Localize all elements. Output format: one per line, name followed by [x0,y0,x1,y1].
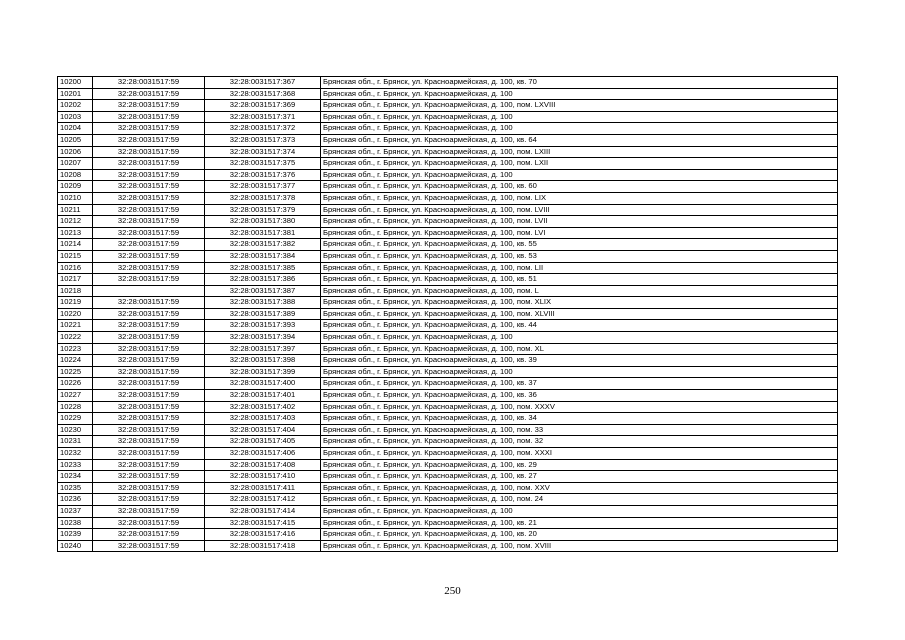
table-row [58,529,838,541]
parent-cadastral-cell: 32:28:0031517:59 [93,146,205,158]
cadastral-number-cell: 32:28:0031517:388 [205,297,321,309]
address-cell: Брянская обл., г. Брянск, ул. Красноармейская, д. 100, кв. 60 [321,181,838,193]
address-cell: Брянская обл., г. Брянск, ул. Красноармейская, д. 100, пом. XVIII [321,540,838,552]
row-number-cell: 10228 [58,401,93,413]
address-cell: Брянская обл., г. Брянск, ул. Красноармейская, д. 100, пом. XXXV [321,401,838,413]
parent-cadastral-cell: 32:28:0031517:59 [93,540,205,552]
row-number-cell: 10225 [58,366,93,378]
row-number-cell: 10205 [58,134,93,146]
table-row [58,459,838,471]
row-number-cell: 10230 [58,424,93,436]
cadastral-number-cell: 32:28:0031517:368 [205,88,321,100]
table-row [58,436,838,448]
table-row [58,111,838,123]
row-number-cell: 10235 [58,482,93,494]
address-cell: Брянская обл., г. Брянск, ул. Красноармейская, д. 100, пом. 32 [321,436,838,448]
row-number-cell: 10209 [58,181,93,193]
cadastral-number-cell: 32:28:0031517:377 [205,181,321,193]
cadastral-number-cell: 32:28:0031517:405 [205,436,321,448]
row-number-cell: 10201 [58,88,93,100]
table-row [58,158,838,170]
address-cell: Брянская обл., г. Брянск, ул. Красноармейская, д. 100, кв. 20 [321,529,838,541]
address-cell: Брянская обл., г. Брянск, ул. Красноармейская, д. 100, кв. 34 [321,413,838,425]
address-cell: Брянская обл., г. Брянск, ул. Красноармейская, д. 100, пом. XL [321,343,838,355]
row-number-cell: 10233 [58,459,93,471]
table-row [58,239,838,251]
page-number: 250 [444,585,461,597]
address-cell: Брянская обл., г. Брянск, ул. Красноармейская, д. 100, пом. LVIII [321,204,838,216]
row-number-cell: 10207 [58,158,93,170]
table-row [58,285,838,297]
address-cell: Брянская обл., г. Брянск, ул. Красноармейская, д. 100 [321,111,838,123]
cadastral-number-cell: 32:28:0031517:373 [205,134,321,146]
row-number-cell: 10232 [58,448,93,460]
table-row [58,482,838,494]
cadastral-number-cell: 32:28:0031517:403 [205,413,321,425]
address-cell: Брянская обл., г. Брянск, ул. Красноармейская, д. 100, кв. 51 [321,274,838,286]
table-row [58,297,838,309]
cadastral-number-cell: 32:28:0031517:369 [205,100,321,112]
address-cell: Брянская обл., г. Брянск, ул. Красноармейская, д. 100, пом. LII [321,262,838,274]
address-cell: Брянская обл., г. Брянск, ул. Красноармейская, д. 100, пом. XXXI [321,448,838,460]
row-number-cell: 10240 [58,540,93,552]
cadastral-number-cell: 32:28:0031517:418 [205,540,321,552]
address-cell: Брянская обл., г. Брянск, ул. Красноармейская, д. 100 [321,123,838,135]
cadastral-number-cell: 32:28:0031517:380 [205,216,321,228]
parent-cadastral-cell: 32:28:0031517:59 [93,332,205,344]
row-number-cell: 10202 [58,100,93,112]
cadastral-number-cell: 32:28:0031517:399 [205,366,321,378]
parent-cadastral-cell: 32:28:0031517:59 [93,239,205,251]
registry-table-body [58,77,838,552]
parent-cadastral-cell: 32:28:0031517:59 [93,158,205,170]
parent-cadastral-cell: 32:28:0031517:59 [93,448,205,460]
parent-cadastral-cell: 32:28:0031517:59 [93,297,205,309]
table-row [58,424,838,436]
row-number-cell: 10239 [58,529,93,541]
table-row [58,355,838,367]
parent-cadastral-cell: 32:28:0031517:59 [93,401,205,413]
parent-cadastral-cell: 32:28:0031517:59 [93,505,205,517]
address-cell: Брянская обл., г. Брянск, ул. Красноармейская, д. 100, кв. 53 [321,250,838,262]
cadastral-number-cell: 32:28:0031517:406 [205,448,321,460]
address-cell: Брянская обл., г. Брянск, ул. Красноармейская, д. 100, пом. XLVIII [321,308,838,320]
cadastral-number-cell: 32:28:0031517:408 [205,459,321,471]
row-number-cell: 10200 [58,77,93,89]
address-cell: Брянская обл., г. Брянск, ул. Красноармейская, д. 100, кв. 36 [321,390,838,402]
row-number-cell: 10221 [58,320,93,332]
cadastral-number-cell: 32:28:0031517:410 [205,471,321,483]
registry-table [57,76,838,552]
cadastral-number-cell: 32:28:0031517:381 [205,227,321,239]
parent-cadastral-cell: 32:28:0031517:59 [93,390,205,402]
row-number-cell: 10216 [58,262,93,274]
parent-cadastral-cell: 32:28:0031517:59 [93,320,205,332]
parent-cadastral-cell: 32:28:0031517:59 [93,308,205,320]
parent-cadastral-cell: 32:28:0031517:59 [93,424,205,436]
row-number-cell: 10231 [58,436,93,448]
cadastral-number-cell: 32:28:0031517:411 [205,482,321,494]
row-number-cell: 10236 [58,494,93,506]
table-row [58,123,838,135]
table-row [58,227,838,239]
table-row [58,505,838,517]
cadastral-number-cell: 32:28:0031517:398 [205,355,321,367]
row-number-cell: 10238 [58,517,93,529]
cadastral-number-cell: 32:28:0031517:376 [205,169,321,181]
address-cell: Брянская обл., г. Брянск, ул. Красноармейская, д. 100 [321,169,838,181]
row-number-cell: 10203 [58,111,93,123]
parent-cadastral-cell: 32:28:0031517:59 [93,77,205,89]
parent-cadastral-cell: 32:28:0031517:59 [93,494,205,506]
parent-cadastral-cell: 32:28:0031517:59 [93,517,205,529]
cadastral-number-cell: 32:28:0031517:378 [205,192,321,204]
address-cell: Брянская обл., г. Брянск, ул. Красноармейская, д. 100, кв. 27 [321,471,838,483]
table-row [58,181,838,193]
address-cell: Брянская обл., г. Брянск, ул. Красноармейская, д. 100 [321,366,838,378]
cadastral-number-cell: 32:28:0031517:404 [205,424,321,436]
parent-cadastral-cell: 32:28:0031517:59 [93,529,205,541]
address-cell: Брянская обл., г. Брянск, ул. Красноармейская, д. 100, пом. L [321,285,838,297]
cadastral-number-cell: 32:28:0031517:387 [205,285,321,297]
table-row [58,517,838,529]
address-cell: Брянская обл., г. Брянск, ул. Красноармейская, д. 100, кв. 55 [321,239,838,251]
cadastral-number-cell: 32:28:0031517:414 [205,505,321,517]
cadastral-number-cell: 32:28:0031517:372 [205,123,321,135]
address-cell: Брянская обл., г. Брянск, ул. Красноармейская, д. 100 [321,88,838,100]
address-cell: Брянская обл., г. Брянск, ул. Красноармейская, д. 100, кв. 44 [321,320,838,332]
parent-cadastral-cell: 32:28:0031517:59 [93,227,205,239]
parent-cadastral-cell: 32:28:0031517:59 [93,216,205,228]
table-row [58,308,838,320]
row-number-cell: 10217 [58,274,93,286]
row-number-cell: 10219 [58,297,93,309]
parent-cadastral-cell: 32:28:0031517:59 [93,413,205,425]
cadastral-number-cell: 32:28:0031517:371 [205,111,321,123]
row-number-cell: 10211 [58,204,93,216]
parent-cadastral-cell: 32:28:0031517:59 [93,482,205,494]
parent-cadastral-cell: 32:28:0031517:59 [93,204,205,216]
parent-cadastral-cell: 32:28:0031517:59 [93,250,205,262]
table-row [58,250,838,262]
parent-cadastral-cell: 32:28:0031517:59 [93,123,205,135]
table-row [58,88,838,100]
row-number-cell: 10210 [58,192,93,204]
table-row [58,401,838,413]
cadastral-number-cell: 32:28:0031517:379 [205,204,321,216]
row-number-cell: 10234 [58,471,93,483]
parent-cadastral-cell: 32:28:0031517:59 [93,436,205,448]
table-row [58,390,838,402]
row-number-cell: 10204 [58,123,93,135]
row-number-cell: 10212 [58,216,93,228]
table-row [58,192,838,204]
cadastral-number-cell: 32:28:0031517:415 [205,517,321,529]
parent-cadastral-cell: 32:28:0031517:59 [93,181,205,193]
address-cell: Брянская обл., г. Брянск, ул. Красноармейская, д. 100, кв. 70 [321,77,838,89]
cadastral-number-cell: 32:28:0031517:400 [205,378,321,390]
table-row [58,320,838,332]
table-row [58,378,838,390]
cadastral-number-cell: 32:28:0031517:412 [205,494,321,506]
address-cell: Брянская обл., г. Брянск, ул. Красноармейская, д. 100, пом. LXII [321,158,838,170]
row-number-cell: 10223 [58,343,93,355]
table-row [58,134,838,146]
row-number-cell: 10222 [58,332,93,344]
row-number-cell: 10226 [58,378,93,390]
cadastral-number-cell: 32:28:0031517:397 [205,343,321,355]
table-row [58,471,838,483]
table-row [58,448,838,460]
parent-cadastral-cell: 32:28:0031517:59 [93,459,205,471]
address-cell: Брянская обл., г. Брянск, ул. Красноармейская, д. 100, пом. LVI [321,227,838,239]
address-cell: Брянская обл., г. Брянск, ул. Красноармейская, д. 100, пом. LXIII [321,146,838,158]
table-row [58,262,838,274]
parent-cadastral-cell: 32:28:0031517:59 [93,378,205,390]
cadastral-number-cell: 32:28:0031517:416 [205,529,321,541]
address-cell: Брянская обл., г. Брянск, ул. Красноармейская, д. 100, кв. 39 [321,355,838,367]
address-cell: Брянская обл., г. Брянск, ул. Красноармейская, д. 100, кв. 64 [321,134,838,146]
table-row [58,332,838,344]
parent-cadastral-cell: 32:28:0031517:59 [93,274,205,286]
table-row [58,146,838,158]
address-cell: Брянская обл., г. Брянск, ул. Красноармейская, д. 100, пом. XLIX [321,297,838,309]
cadastral-number-cell: 32:28:0031517:375 [205,158,321,170]
row-number-cell: 10237 [58,505,93,517]
cadastral-number-cell: 32:28:0031517:401 [205,390,321,402]
cadastral-number-cell: 32:28:0031517:367 [205,77,321,89]
row-number-cell: 10218 [58,285,93,297]
address-cell: Брянская обл., г. Брянск, ул. Красноармейская, д. 100 [321,505,838,517]
address-cell: Брянская обл., г. Брянск, ул. Красноармейская, д. 100 [321,332,838,344]
table-row [58,77,838,89]
row-number-cell: 10227 [58,390,93,402]
row-number-cell: 10215 [58,250,93,262]
cadastral-number-cell: 32:28:0031517:385 [205,262,321,274]
cadastral-number-cell: 32:28:0031517:394 [205,332,321,344]
parent-cadastral-cell: 32:28:0031517:59 [93,111,205,123]
address-cell: Брянская обл., г. Брянск, ул. Красноармейская, д. 100, пом. XXV [321,482,838,494]
parent-cadastral-cell: 32:28:0031517:59 [93,169,205,181]
parent-cadastral-cell: 32:28:0031517:59 [93,100,205,112]
parent-cadastral-cell [93,285,205,297]
parent-cadastral-cell: 32:28:0031517:59 [93,355,205,367]
parent-cadastral-cell: 32:28:0031517:59 [93,134,205,146]
cadastral-number-cell: 32:28:0031517:384 [205,250,321,262]
address-cell: Брянская обл., г. Брянск, ул. Красноармейская, д. 100, пом. LIX [321,192,838,204]
table-row [58,540,838,552]
row-number-cell: 10213 [58,227,93,239]
row-number-cell: 10208 [58,169,93,181]
parent-cadastral-cell: 32:28:0031517:59 [93,192,205,204]
address-cell: Брянская обл., г. Брянск, ул. Красноармейская, д. 100, кв. 37 [321,378,838,390]
row-number-cell: 10229 [58,413,93,425]
cadastral-number-cell: 32:28:0031517:402 [205,401,321,413]
table-row [58,413,838,425]
cadastral-number-cell: 32:28:0031517:393 [205,320,321,332]
row-number-cell: 10206 [58,146,93,158]
parent-cadastral-cell: 32:28:0031517:59 [93,88,205,100]
address-cell: Брянская обл., г. Брянск, ул. Красноармейская, д. 100, пом. LXVIII [321,100,838,112]
parent-cadastral-cell: 32:28:0031517:59 [93,471,205,483]
row-number-cell: 10224 [58,355,93,367]
address-cell: Брянская обл., г. Брянск, ул. Красноармейская, д. 100, кв. 29 [321,459,838,471]
cadastral-number-cell: 32:28:0031517:374 [205,146,321,158]
table-row [58,274,838,286]
cadastral-number-cell: 32:28:0031517:382 [205,239,321,251]
parent-cadastral-cell: 32:28:0031517:59 [93,262,205,274]
table-row [58,366,838,378]
cadastral-number-cell: 32:28:0031517:389 [205,308,321,320]
parent-cadastral-cell: 32:28:0031517:59 [93,343,205,355]
table-row [58,100,838,112]
table-row [58,494,838,506]
address-cell: Брянская обл., г. Брянск, ул. Красноармейская, д. 100, пом. 24 [321,494,838,506]
cadastral-number-cell: 32:28:0031517:386 [205,274,321,286]
table-row [58,343,838,355]
address-cell: Брянская обл., г. Брянск, ул. Красноармейская, д. 100, пом. 33 [321,424,838,436]
address-cell: Брянская обл., г. Брянск, ул. Красноармейская, д. 100, кв. 21 [321,517,838,529]
row-number-cell: 10214 [58,239,93,251]
table-row [58,204,838,216]
address-cell: Брянская обл., г. Брянск, ул. Красноармейская, д. 100, пом. LVII [321,216,838,228]
row-number-cell: 10220 [58,308,93,320]
table-row [58,169,838,181]
parent-cadastral-cell: 32:28:0031517:59 [93,366,205,378]
table-row [58,216,838,228]
